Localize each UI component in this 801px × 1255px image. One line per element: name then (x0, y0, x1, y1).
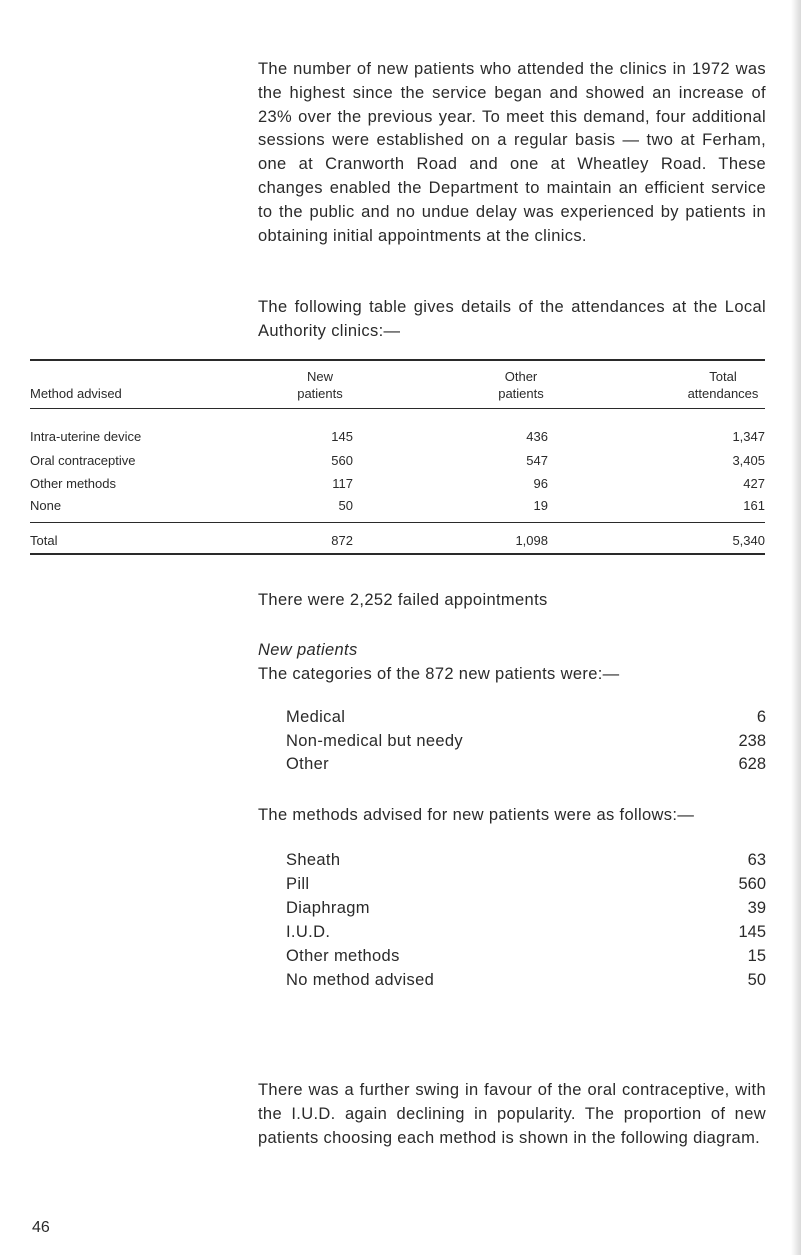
method-label: No method advised (286, 971, 435, 989)
closing-paragraph: There was a further swing in favour of the oral contraceptive, with the I.U.D. again declining in popularity. The proportion of new patients choosing each method is shown in the following diagram. (258, 1081, 766, 1147)
row-total: 427 (743, 476, 765, 491)
row-method: Intra-uterine device (30, 429, 142, 444)
row-total: 1,347 (732, 429, 765, 444)
category-label: Non-medical but needy (286, 732, 464, 750)
categories-intro: The categories of the 872 new patients were:— (258, 665, 620, 683)
method-label: Pill (286, 875, 310, 893)
methods-intro: The methods advised for new patients were as follows:— (258, 806, 695, 824)
table-bottom-rule (30, 553, 765, 555)
row-other: 547 (526, 453, 548, 468)
header-method: Method advised (30, 386, 122, 401)
method-value: 63 (747, 851, 766, 869)
method-label: Other methods (286, 947, 400, 965)
row-total: 161 (743, 498, 765, 513)
row-new: 50 (338, 498, 353, 513)
header-rule (30, 408, 765, 409)
method-value: 145 (738, 923, 766, 941)
intro-paragraph: The number of new patients who attended the clinics in 1972 was the highest since the service began and showed an increase of 23% over the previous year. To meet this demand, four additional sessions were established on a regular basis — two at Ferham, one at Cranworth Road and one at Wheatley Road. These changes enabled the Department to maintain an efficient service to the public and no undue delay was experienced by patients in obtaining initial appointments at the clinics. (258, 60, 766, 245)
row-other: 96 (533, 476, 548, 491)
row-method: Other methods (30, 476, 116, 491)
total-label: Total (30, 533, 58, 548)
method-label: I.U.D. (286, 923, 331, 941)
total-total: 5,340 (732, 533, 765, 548)
method-value: 50 (747, 971, 766, 989)
total-other: 1,098 (515, 533, 548, 548)
row-new: 145 (331, 429, 353, 444)
category-value: 6 (756, 708, 766, 726)
method-label: Diaphragm (286, 899, 370, 917)
method-label: Sheath (286, 851, 341, 869)
row-method: None (30, 498, 62, 513)
page-number: 46 (32, 1219, 50, 1236)
header-new-line1: New (306, 369, 334, 384)
header-other-line1: Other (504, 369, 538, 384)
method-value: 560 (738, 875, 766, 893)
category-value: 238 (738, 732, 766, 750)
table-intro-paragraph: The following table gives details of the attendances at the Local Authority clinics:— (258, 298, 766, 340)
total-rule (30, 522, 765, 523)
row-total: 3,405 (732, 453, 765, 468)
total-new: 872 (331, 533, 353, 548)
row-new: 117 (332, 476, 353, 491)
method-value: 15 (747, 947, 766, 965)
failed-appointments: There were 2,252 failed appointments (258, 591, 548, 609)
category-value: 628 (738, 755, 766, 773)
category-label: Other (286, 755, 330, 773)
row-other: 19 (533, 498, 548, 513)
row-other: 436 (526, 429, 548, 444)
row-new: 560 (331, 453, 353, 468)
header-total-line1: Total (709, 369, 737, 384)
header-total-line2: attendances (687, 386, 759, 401)
new-patients-heading: New patients (258, 641, 358, 659)
header-other-line2: patients (498, 386, 544, 401)
table-top-rule (30, 359, 765, 361)
header-new-line2: patients (297, 386, 343, 401)
row-method: Oral contraceptive (30, 453, 136, 468)
category-label: Medical (286, 708, 346, 726)
page-edge-shadow (791, 0, 801, 1255)
method-value: 39 (747, 899, 766, 917)
